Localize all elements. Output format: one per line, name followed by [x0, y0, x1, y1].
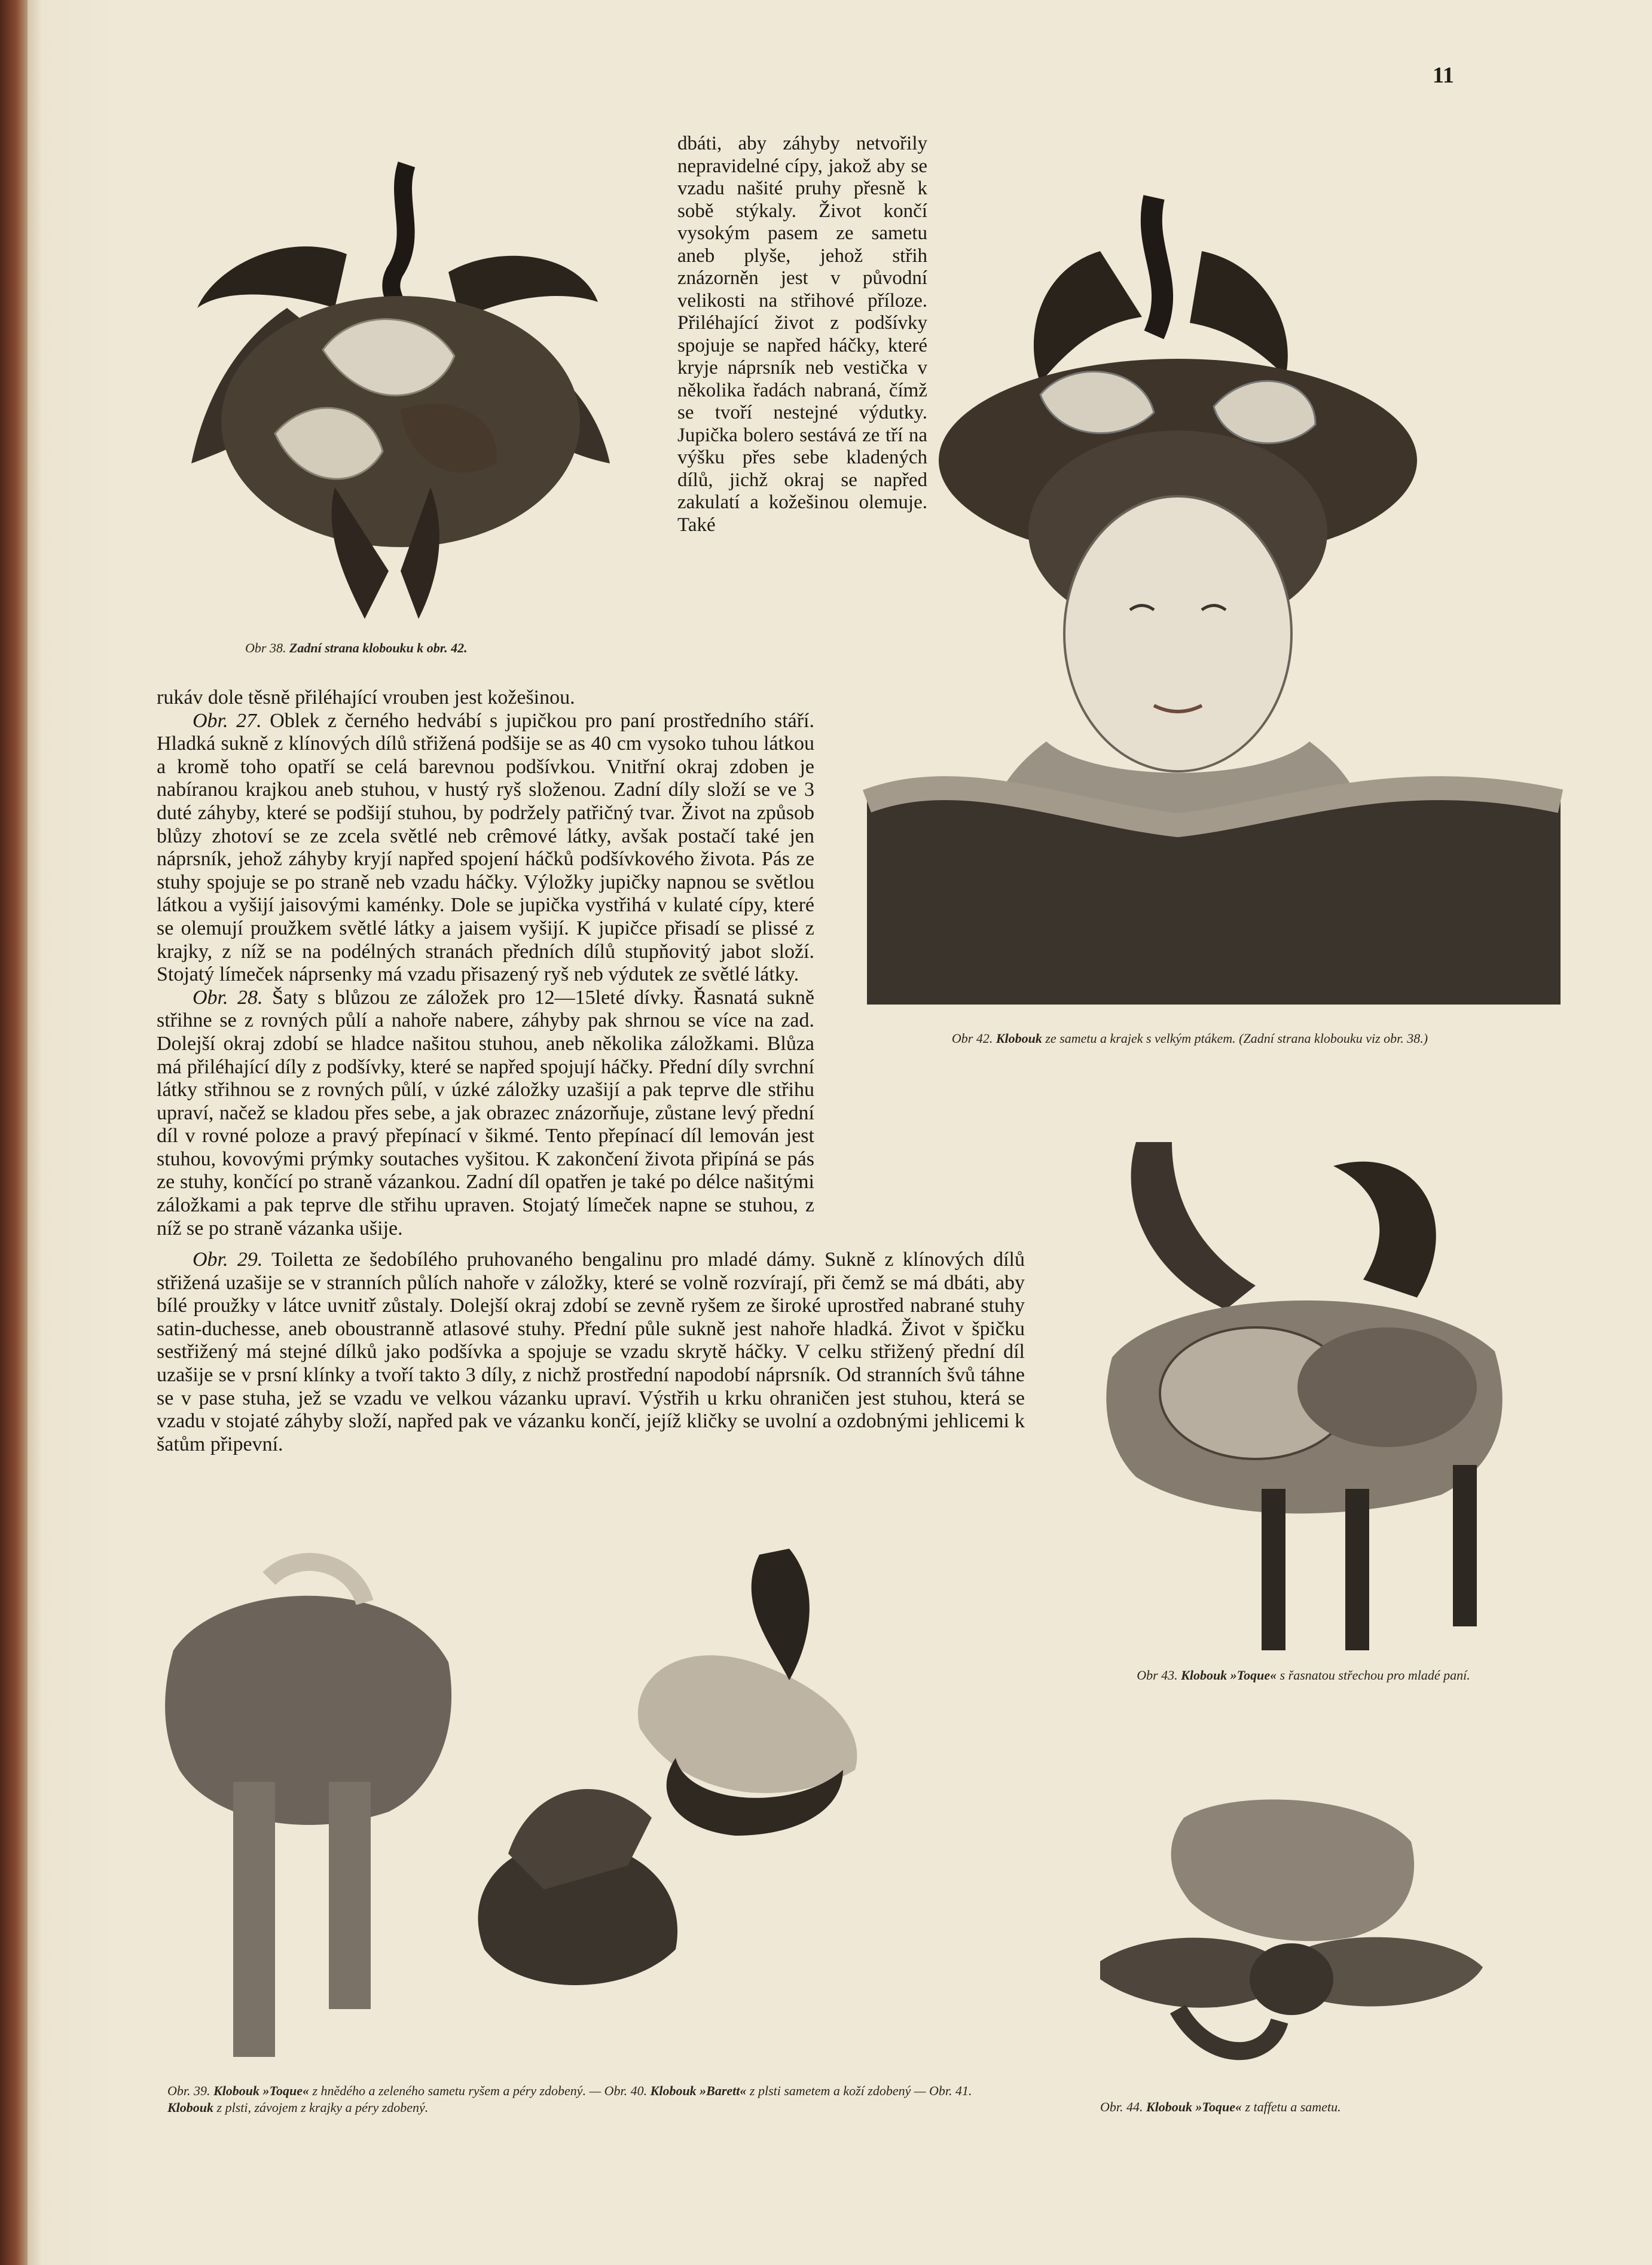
- toque-hat-illustration: [1082, 1130, 1525, 1656]
- article-main-text: [157, 686, 814, 1240]
- article-narrow-column: dbáti, aby záhyby netvořily nepravidelné cípy, jakož aby se vzadu našité pruhy přesně k sobě stýkaly. Život končí vysokým pasem ze sametu aneb plyše, jehož střih znázorněn jest v původní velikosti na střihové příloze. Přiléhající život z podšívky spojuje se napřed háčky, které kryje náprsník neb vestička v několika řadách nabraná, čímž se tvoří nestejné výdutky. Jupička bolero sestává ze tří na výšku přes sebe kladených dílů, jichž okraj se napřed zakulatí a kožešinou olemuje. Také: [677, 133, 927, 536]
- hat-back-illustration: [167, 152, 628, 625]
- article-paragraph-27: Obr. 27. Oblek z černého hedvábí s jupičkou pro paní prostředního stáří. Hladká sukně z klínových dílů střižená podšije se as 40 cm vysoko tuhou látkou a kromě toho opatří se celá barevnou podšívkou. Vnitřní okraj zdoben je nabíranou krajkou aneb stuhou, v hustý ryš složenou. Zadní díly složí se ve 3 duté záhyby, které se podšijí stuhou, by podržely patřičný tvar. Život na způsob blůzy zhotoví se ze zcela světlé neb crêmové látky, avšak postačí také jen náprsník, jehož záhyby kryjí napřed spojení háčků podšívkového života. Pás ze stuhy spojuje se po straně neb vzadu háčky. Výložky jupičky napnou se světlou látkou a vyšijí jaisovými kaménky. Dole se jupička vystřihá v kulaté cípy, které se olemují proužkem světlé látky a jaisem vyšijí. K jupičce přisadí se plissé z krajky, z níž se na podélných stranách předních dílů stupňovitý jabot složí. Stojatý límeček náprsenky má vzadu přisazený ryš neb výdutek ze světlé látky.: [157, 709, 815, 986]
- toque-taffeta-illustration: [1088, 1782, 1495, 2069]
- article-paragraph-28: Obr. 28. Šaty s blůzou ze záložek pro 12—15leté dívky. Řasnatá sukně střihne se z rovných půlí a nahoře nabere, záhyby pak shrnou se více na zad. Dolejší okraj zdobí se hladce našitou stuhou, aneb několika záložkami. Blůza má přiléhající díly z podšívky, které se napřed spojují háčky. Přední díly svrchní látky střihnou se z rovných půlí, v úzké záložky uzašijí a pak teprve dle střihu upraví, načež se kladou přes sebe, a jak obrazec znázorňuje, zůstane levý přední díl v rovné poloze a pravý přepínací v šikmé. Tento přepínací díl lemován jest stuhou, kovovými prýmky soutaches vyšitou. K zakončení života připíná se pás ze stuhy, končící po straně vázankou. Zadní díl opatřen je také po délce našitými záložkami a pak teprve dle střihu upraven. Stojatý límeček napne se stuhou, z níž se po straně vázanka ušije.: [157, 986, 814, 1240]
- book-spine: [0, 0, 28, 2265]
- figure-44-toque-hat: [1088, 1782, 1495, 2069]
- page-number: 11: [1433, 63, 1454, 88]
- three-hats-illustration: [149, 1531, 987, 2069]
- figure-43-caption: Obr 43. Klobouk »Toque« s řasnatou střechou pro mladé paní.: [1137, 1668, 1470, 1683]
- figures-39-41-hats: [149, 1531, 987, 2069]
- figure-44-caption: Obr. 44. Klobouk »Toque« z taffetu a sametu.: [1100, 2099, 1341, 2114]
- figure-43-toque-hat: [1082, 1130, 1525, 1656]
- figure-42-caption: Obr 42. Klobouk ze sametu a krajek s velkým ptákem. (Zadní strana klobouku viz obr. 38.): [951, 1031, 1428, 1046]
- figure-38-caption: Obr 38. Zadní strana klobouku k obr. 42.: [245, 640, 468, 655]
- figure-42-woman-hat: [843, 179, 1578, 1005]
- article-intro: rukáv dole těsně přiléhající vrouben jest kožešinou.: [157, 686, 575, 709]
- article-paragraph-29: Obr. 29. Toiletta ze šedobílého pruhovaného bengalinu pro mladé dámy. Sukně z klínových dílů střižená uzašije se v stranních půlích nahoře v záložky, které se volně rozvírají, při čemž se má dbáti, aby bílé proužky v látce uvnitř zůstaly. Dolejší okraj zdobí se zevně ryšem ze široké uprostřed nabrané stuhy satin-duchesse, aneb oboustranně atlasové stuhy. Přední půle sukně jest nahoře hladká. Život v špičku sestřižený má stejné dílků jako podšívka a spojuje se vzadu skrytě háčky. V celku střižený přední díl uzašije se v prsní klínky a tvoří takto 3 díly, z nichž prostřední napodobí náprsník. Od stranních švů táhne se v pase stuha, jež se vzadu ve velkou vázanku upraví. Výstřih u krku ohraničen jest stuhou, která se vzadu v stojaté záhyby složí, napřed pak ve vázanku končí, jejíž kličky se uvolní a ozdobnými jehlicemi k šatům připevní.: [157, 1249, 1025, 1455]
- article-main-text-lower: [157, 1249, 1025, 1456]
- woman-portrait-illustration: [843, 179, 1578, 1005]
- figures-39-41-caption: Obr. 39. Klobouk »Toque« z hnědého a zeleného sametu ryšem a péry zdobený. — Obr. 40. Klobouk »Barett« z plsti sametem a koží zdobený — Obr. 41. Klobouk z plsti, závojem z krajky a péry zdobený.: [167, 2083, 972, 2115]
- figure-38-hat-back: [167, 152, 628, 625]
